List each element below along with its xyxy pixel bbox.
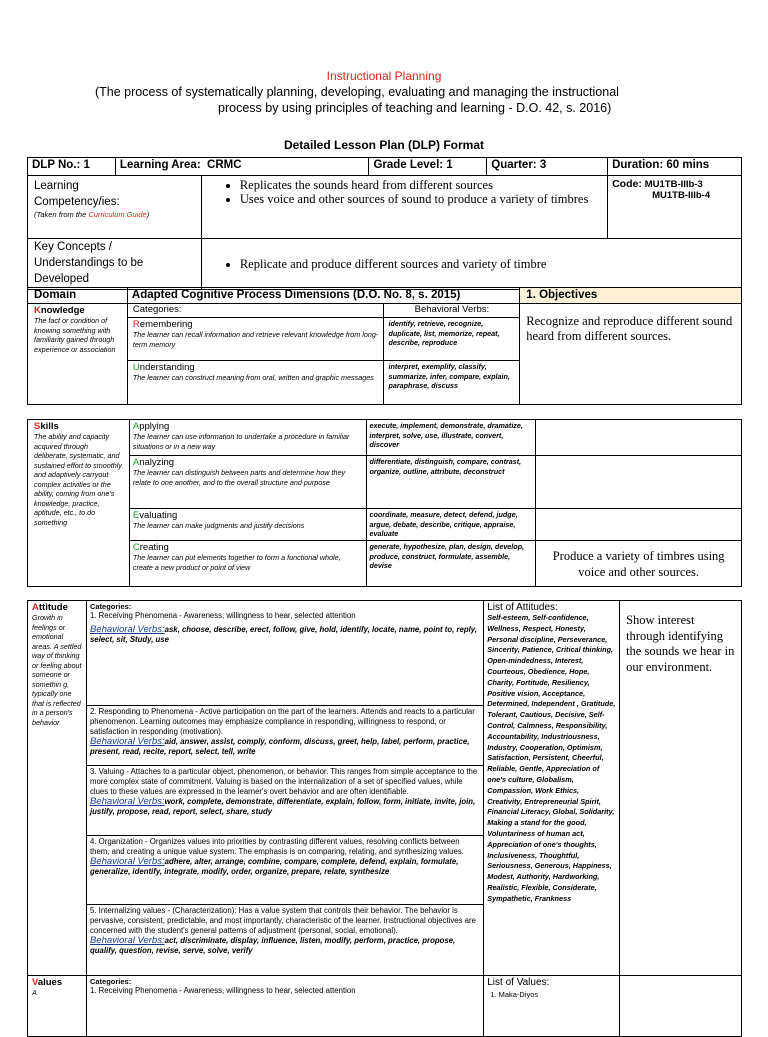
code-2: MU1TB-IIIb-4: [652, 190, 711, 201]
skills-table: [27, 419, 742, 587]
creating-objective-cell: [536, 541, 742, 587]
attitude-cat-3: 3. Valuing - Attaches to a particular object, phenomenon, or behavior. This ranges from simple acceptance to the more complex state of commitment. Valuing is based on the internalization of a set of specified values, while clues to these values are expressed in the learner's overt behavior and are often identifiable. Behavioral Verbs:work, complete, demonstrate, differentiate, explain, follow, form, initiate, invite, join, justify, propose, read, report, select, share, study: [86, 766, 483, 836]
format-title: Detailed Lesson Plan (DLP) Format: [283, 138, 485, 152]
attitude-cat-4: 4. Organization - Organizes values into priorities by contrasting different values, resolving conflicts between them, and creating a unique value system. The emphasis is on comparing, relating, and synthesizing values. Behavioral Verbs:adhere, alter, arrange, combine, compare, complete, defend, explain, formulate, generalize, identify, integrate, modify, order, organize, prepare, relate, synthesize: [86, 836, 483, 905]
competency-item: • Uses voice and other sources of sound to produce a variety of timbres: [240, 192, 603, 206]
knowledge-table: [27, 287, 742, 405]
skills-label: kills: [40, 421, 59, 432]
understanding-label: nderstanding: [139, 362, 195, 373]
analyzing-cell: Analyzing The learner can distinguish between parts and determine how they relate to one another, and to the overall structure and purpose: [129, 456, 366, 509]
values-cell: [28, 976, 87, 1037]
attitude-categories-label: Categories:: [89, 602, 132, 611]
quarter: Quarter: 3: [487, 158, 608, 176]
values-list-item: 1. Maka-Diyos: [490, 990, 539, 999]
evaluating-cell: Evaluating The learner can make judgments and justify decisions: [129, 509, 366, 541]
analyzing-verbs: differentiate, distinguish, compare, contrast, organize, outline, attribute, deconstruct: [366, 456, 536, 509]
values-categories-label: Categories:: [89, 977, 132, 986]
attitude-cat-3-title: Valuing: [98, 767, 125, 776]
remembering-label: emembering: [139, 319, 193, 330]
evaluating-objective: [536, 509, 742, 541]
knowledge-label: nowledge: [40, 305, 85, 316]
attitude-cat-5-title: Internalizing values: [98, 906, 166, 915]
attitude-verbs-5: act, discriminate, display, influence, listen, modify, perform, practice, propose, qualify, question, revise, serve, solve, verify: [89, 936, 456, 955]
dlp-table-1: [27, 157, 742, 290]
applying-cell: Applying The learner can use information to undertake a procedure in familiar situations or in a new way: [129, 420, 366, 456]
code-cell: [608, 176, 742, 239]
attitude-objective: Show interest through identifying the sounds we hear in our environment.: [626, 613, 735, 674]
values-cat-1-title: Receiving Phenomena: [98, 986, 178, 995]
values-objective-cell: [620, 976, 742, 1037]
creating-verbs: generate, hypothesize, plan, design, develop, produce, construct, formulate, assemble, devise: [366, 541, 536, 587]
key-concepts-label-line2: Understandings to be: [34, 257, 144, 269]
attitude-cat-2-title: Responding to Phenomena: [98, 707, 194, 716]
attitude-label: ttitude: [38, 602, 68, 613]
applying-objective: [536, 420, 742, 456]
values-label: alues: [37, 977, 63, 988]
key-concepts-label-cell: [28, 239, 202, 290]
attitude-objective-cell: [620, 601, 742, 976]
knowledge-categories-label: Categories:: [127, 304, 384, 318]
values-list-cell: [484, 976, 620, 1037]
key-concepts-label-line1: Key Concepts /: [34, 241, 112, 253]
applying-desc: The learner can use information to undertake a procedure in familiar situations or in a new way: [132, 432, 350, 451]
competency-item: • Replicates the sounds heard from different sources: [240, 178, 603, 192]
remembering-cell: Remembering The learner can recall information and retrieve relevant knowledge from long-term memory: [127, 318, 384, 361]
code-1: MU1TB-IIIb-3: [644, 179, 703, 190]
attitude-verbs-1: ask, choose, describe, erect, follow, give, hold, identify, locate, name, point to, reply, select, sit, Study, use: [89, 625, 477, 644]
info-row: [28, 158, 742, 176]
code-label: Code:: [612, 178, 642, 190]
attitude-list: Self-esteem, Self-confidence, Wellness, Respect, Honesty, Personal discipline, Perseverance, Sincerity, Patience, Critical thinking, Open-mindedness, Interest, Courteous, Obedience, Hope, Charity, Fortitude, Resiliency, Positive vision, Acceptance, Determined, Independent , Gratitude, Tolerant, Cautious, Decisive, Self-Control, Calmness, Responsibility, Accountability, Industriousness, Industry, Cooperation, Optimism, Satisfaction, Persistent, Cheerful, Reliable, Gentle, Appreciation of one's culture, Globalism, Compassion, Work Ethics, Creativity, Entrepreneurial Spirit, Financial Literacy, Global, Solidarity, Making a stand for the good, Voluntariness of human act, Appreciation of one's thoughts, Inclusiveness, Thoughtful, Seriousness, Generous, Happiness, Modest, Authority, Hardworking, Realistic, Flexible, Considerate, Sympathetic, Frankness: [487, 613, 616, 903]
taken-from-note: (Taken from the Curriculum Guide): [34, 210, 150, 219]
key-concepts-label-line3: Developed: [34, 273, 89, 285]
creating-objective: Produce a variety of timbres using voice and other sources.: [552, 548, 725, 579]
attitude-cat-2: 2. Responding to Phenomena - Active participation on the part of the learners. Attends and reacts to a particular phenomenon. Learning outcomes may emphasize compliance in responding, willingness to respond, or satisfaction in responding (motivation). Behavioral Verbs:aid, answer, assist, comply, conform, discuss, greet, help, label, perform, practice, present, read, recite, report, select, tell, write: [86, 706, 483, 766]
doc-title: Instructional Planning: [326, 69, 442, 83]
attitude-table: [27, 600, 742, 1037]
creating-desc: The learner can put elements together to form a functional whole, create a new product or point of view: [132, 553, 341, 572]
attitude-list-cell: [484, 601, 620, 976]
domain-label: Domain: [28, 288, 128, 304]
attitude-cat-5: 5. Internalizing values - (Characterization): Has a value system that controls their behavior. The behavior is pervasive, consistent, predictable, and most importantly, characteristic of the learner. Instructional objectives are concerned with the student's general patterns of adjustment (personal, social, emotional). Behavioral Verbs:act, discriminate, display, influence, listen, modify, perform, practice, propose, qualify, question, revise, serve, solve, verify: [86, 905, 483, 976]
attitude-row-1: [28, 601, 742, 706]
skills-initial: S: [34, 421, 41, 432]
attitude-verbs-2: aid, answer, assist, comply, conform, discuss, greet, help, label, perform, practice, present, read, recite, report, select, tell, write: [89, 737, 470, 756]
adapted-dimensions-label: Adapted Cognitive Process Dimensions (D.O. No. 8, s. 2015): [127, 288, 519, 304]
attitude-cat-1-title: Receiving Phenomena: [98, 611, 178, 620]
values-row: [28, 976, 742, 1037]
attitude-cell: [28, 601, 87, 976]
evaluating-verbs: coordinate, measure, detect, defend, judge, argue, debate, describe, critique, appraise, evaluate: [366, 509, 536, 541]
remembering-verbs: identify, retrieve, recognize, duplicate, list, memorize, repeat, describe, reproduce: [384, 318, 520, 361]
skills-desc: The ability and capacity acquired through deliberate, systematic, and sustained effort to smoothly and adaptively carryout complex activities or the ability, coming from one's knowledge, practice, aptitude, etc., to do something: [34, 432, 122, 527]
attitude-list-label: List of Attitudes:: [487, 602, 558, 613]
key-concepts-cell: [201, 239, 741, 290]
evaluating-row: [28, 509, 742, 541]
dlp-number: DLP No.: 1: [28, 158, 116, 176]
domain-header-row: [28, 288, 742, 304]
competency-list-cell: [201, 176, 607, 239]
understanding-verbs: interpret, exemplify, classify, summarize, infer, compare, explain, paraphrase, discuss: [384, 361, 520, 405]
understanding-cell: Understanding The learner can construct meaning from oral, written and graphic messages: [127, 361, 384, 405]
doc-subtitle-line2: process by using principles of teaching and learning - D.O. 42, s. 2016): [218, 101, 612, 115]
evaluating-label: valuating: [139, 510, 178, 521]
knowledge-objective-cell: [520, 304, 742, 405]
attitude-initial: A: [32, 602, 39, 613]
values-categories-cell: Categories: 1. Receiving Phenomena - Awareness, willingness to hear, selected attention: [86, 976, 483, 1037]
analyzing-desc: The learner can distinguish between parts and determine how they relate to one another, and to the overall structure and purpose: [132, 468, 346, 487]
knowledge-desc: The fact or condition of knowing something with familiarity gained through experience or association: [34, 316, 116, 354]
evaluating-desc: The learner can make judgments and justify decisions: [132, 521, 305, 530]
creating-cell: Creating The learner can put elements together to form a functional whole, create a new product or point of view: [129, 541, 366, 587]
knowledge-behavioral-label: Behavioral Verbs:: [384, 304, 520, 318]
creating-row: [28, 541, 742, 587]
understanding-desc: The learner can construct meaning from oral, written and graphic messages: [132, 373, 374, 382]
attitude-verbs-4: adhere, alter, arrange, combine, compare, complete, defend, explain, formulate, generalize, identify, integrate, modify, order, organize, prepare, relate, synthesize: [89, 857, 459, 876]
values-initial: V: [32, 977, 38, 988]
attitude-cat-1: Categories: 1. Receiving Phenomena - Awareness, willingness to hear, selected attention Behavioral Verbs:ask, choose, describe, erect, follow, give, hold, identify, locate, name, point to, reply, select, sit, Study, use: [86, 601, 483, 706]
attitude-desc: Growth in feelings or emotional areas. A settled way of thinking or feeling about someone or somethin g, typically one that is reflected in a person's behavior: [32, 613, 82, 727]
analyzing-objective: [536, 456, 742, 509]
creating-label: reating: [139, 542, 169, 553]
attitude-verbs-3: work, complete, demonstrate, differentiate, explain, follow, form, initiate, invite, join, justify, propose, read, report, select, share, study: [89, 797, 476, 816]
doc-subtitle-line1: (The process of systematically planning, developing, evaluating and managing the instructional: [95, 85, 619, 99]
knowledge-objective: Recognize and reproduce different sound heard from different sources.: [526, 314, 733, 343]
values-desc: A: [32, 988, 37, 997]
competency-label-line2: Competency/ies:: [34, 196, 120, 208]
analyzing-row: [28, 456, 742, 509]
knowledge-cat-row: [28, 304, 742, 318]
competency-label-line1: Learning: [34, 180, 79, 192]
applying-row: [28, 420, 742, 456]
attitude-cat-4-title: Organization: [98, 837, 143, 846]
skills-cell: [28, 420, 130, 587]
key-concepts-row: [28, 239, 742, 290]
applying-label: pplying: [139, 421, 170, 432]
applying-verbs: execute, implement, demonstrate, dramatize, interpret, solve, use, illustrate, convert, discover: [366, 420, 536, 456]
knowledge-initial: K: [34, 305, 41, 316]
grade-level: Grade Level: 1: [369, 158, 487, 176]
competency-list: [206, 178, 603, 206]
knowledge-cell: [28, 304, 128, 405]
objectives-label: 1. Objectives: [520, 288, 742, 304]
values-list-label: List of Values:: [487, 977, 550, 988]
duration: Duration: 60 mins: [608, 158, 742, 176]
learning-area: Learning Area: CRMC: [115, 158, 369, 176]
analyzing-label: nalyzing: [139, 457, 175, 468]
competency-label-cell: [28, 176, 202, 239]
competency-row: [28, 176, 742, 239]
remembering-desc: The learner can recall information and retrieve relevant knowledge from long-term memory: [132, 330, 379, 349]
key-concept-item: • Replicate and produce different sources and variety of timbre: [240, 257, 737, 271]
